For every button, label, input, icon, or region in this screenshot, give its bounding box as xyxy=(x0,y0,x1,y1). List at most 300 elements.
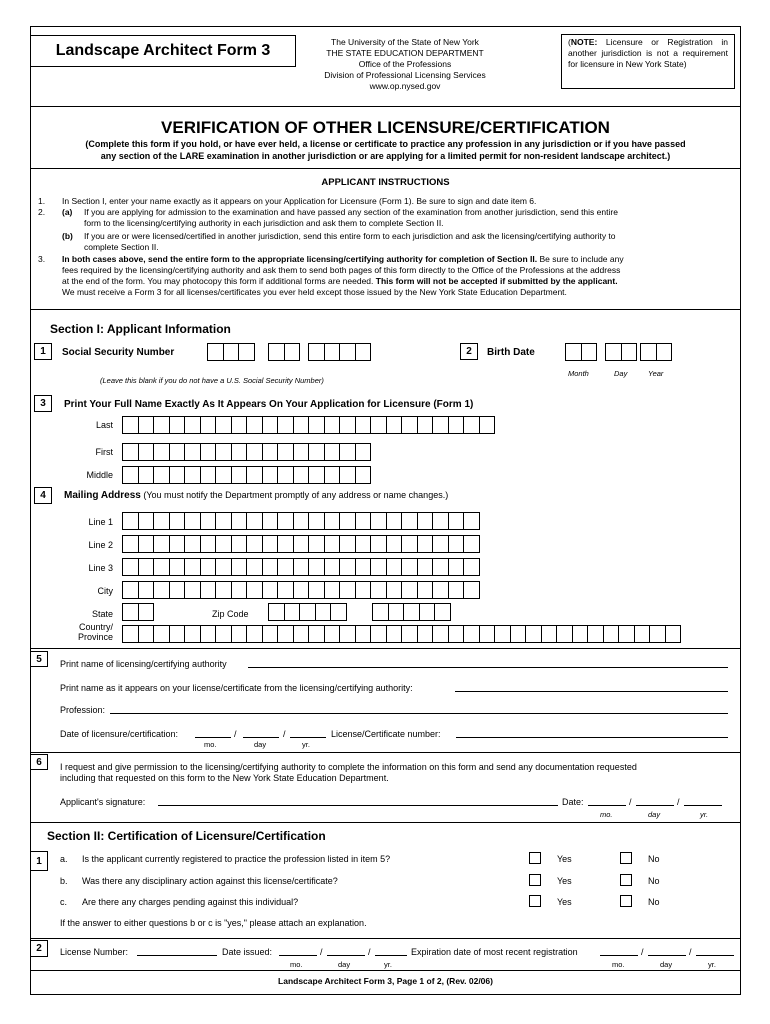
subtitle-line: any section of the LARE examination in another jurisdiction or are applying for a limited permit for non-resident landscape architect.) xyxy=(100,151,671,161)
first-label: First xyxy=(95,447,113,457)
character-box[interactable] xyxy=(200,625,217,643)
issued-year-input[interactable] xyxy=(375,955,407,956)
character-box[interactable] xyxy=(565,343,582,361)
character-box[interactable] xyxy=(215,466,232,484)
character-box[interactable] xyxy=(262,581,279,599)
character-box[interactable] xyxy=(417,558,434,576)
character-box[interactable] xyxy=(355,625,372,643)
licensure-year-input[interactable] xyxy=(290,737,326,738)
agency-line: Office of the Professions xyxy=(358,59,452,69)
character-box[interactable] xyxy=(184,581,201,599)
character-box[interactable] xyxy=(388,603,405,621)
ssn-boxes-group3[interactable] xyxy=(308,343,370,361)
character-box[interactable] xyxy=(122,512,139,530)
character-box[interactable] xyxy=(386,535,403,553)
character-box[interactable] xyxy=(246,416,263,434)
character-box[interactable] xyxy=(153,416,170,434)
character-box[interactable] xyxy=(370,625,387,643)
character-box[interactable] xyxy=(370,416,387,434)
character-box[interactable] xyxy=(448,625,465,643)
character-box[interactable] xyxy=(401,416,418,434)
character-box[interactable] xyxy=(138,535,155,553)
character-box[interactable] xyxy=(153,558,170,576)
character-box[interactable] xyxy=(417,535,434,553)
character-box[interactable] xyxy=(448,416,465,434)
character-box[interactable] xyxy=(355,416,372,434)
character-box[interactable] xyxy=(308,558,325,576)
profession-input[interactable] xyxy=(110,713,728,714)
year-caption: Year xyxy=(648,369,664,378)
character-box[interactable] xyxy=(184,466,201,484)
character-box[interactable] xyxy=(184,535,201,553)
line3-label: Line 3 xyxy=(88,563,113,573)
character-box[interactable] xyxy=(138,443,155,461)
ssn-boxes-group1[interactable] xyxy=(207,343,254,361)
qa-no-checkbox[interactable] xyxy=(620,852,632,864)
character-box[interactable] xyxy=(308,416,325,434)
character-box[interactable] xyxy=(231,535,248,553)
address-line3-boxes[interactable] xyxy=(122,558,479,576)
character-box[interactable] xyxy=(634,625,651,643)
character-box[interactable] xyxy=(339,443,356,461)
character-box[interactable] xyxy=(308,466,325,484)
character-box[interactable] xyxy=(169,416,186,434)
country-boxes[interactable] xyxy=(122,625,680,643)
character-box[interactable] xyxy=(184,416,201,434)
permission-line: including that requested on this form to the New York State Education Department. xyxy=(60,773,389,783)
character-box[interactable] xyxy=(284,603,301,621)
birth-month-boxes[interactable] xyxy=(565,343,596,361)
character-box[interactable] xyxy=(238,343,255,361)
character-box[interactable] xyxy=(293,558,310,576)
qc-yes-checkbox[interactable] xyxy=(529,895,541,907)
character-box[interactable] xyxy=(355,581,372,599)
character-box[interactable] xyxy=(122,625,139,643)
character-box[interactable] xyxy=(262,416,279,434)
character-box[interactable] xyxy=(370,558,387,576)
birth-year-boxes[interactable] xyxy=(640,343,671,361)
character-box[interactable] xyxy=(262,443,279,461)
character-box[interactable] xyxy=(138,512,155,530)
last-name-boxes[interactable] xyxy=(122,416,494,434)
character-box[interactable] xyxy=(200,443,217,461)
agency-line: Division of Professional Licensing Services xyxy=(324,70,486,80)
character-box[interactable] xyxy=(153,466,170,484)
agency-website: www.op.nysed.gov xyxy=(369,81,441,91)
ssn-boxes-group2[interactable] xyxy=(268,343,299,361)
character-box[interactable] xyxy=(200,581,217,599)
character-box[interactable] xyxy=(223,343,240,361)
character-box[interactable] xyxy=(153,443,170,461)
divider xyxy=(30,648,741,649)
character-box[interactable] xyxy=(207,343,224,361)
character-box[interactable] xyxy=(370,512,387,530)
character-box[interactable] xyxy=(200,416,217,434)
mo-caption: mo. xyxy=(290,960,303,969)
character-box[interactable] xyxy=(169,558,186,576)
character-box[interactable] xyxy=(200,466,217,484)
character-box[interactable] xyxy=(339,535,356,553)
licensure-day-input[interactable] xyxy=(243,737,279,738)
character-box[interactable] xyxy=(355,558,372,576)
instr-text: complete Section II. xyxy=(84,242,159,252)
character-box[interactable] xyxy=(153,581,170,599)
character-box[interactable] xyxy=(463,625,480,643)
question-c-label: c. xyxy=(60,897,68,907)
instr-bold: In both cases above, send the entire form to the appropriate licensing/certifying authority for completion of Section II. xyxy=(62,254,538,264)
character-box[interactable] xyxy=(386,512,403,530)
slash: / xyxy=(368,947,371,957)
character-box[interactable] xyxy=(665,625,682,643)
character-box[interactable] xyxy=(386,581,403,599)
permission-line: I request and give permission to the licensing/certifying authority to complete the information on this form and send any documentation requested xyxy=(60,762,637,772)
license-number-input[interactable] xyxy=(137,955,217,956)
character-box[interactable] xyxy=(231,512,248,530)
character-box[interactable] xyxy=(122,603,139,621)
character-box[interactable] xyxy=(386,416,403,434)
page-title: VERIFICATION OF OTHER LICENSURE/CERTIFICATION xyxy=(161,118,610,137)
character-box[interactable] xyxy=(246,466,263,484)
character-box[interactable] xyxy=(355,466,372,484)
character-box[interactable] xyxy=(293,581,310,599)
character-box[interactable] xyxy=(324,343,341,361)
character-box[interactable] xyxy=(277,625,294,643)
character-box[interactable] xyxy=(299,603,316,621)
zip-boxes[interactable] xyxy=(268,603,346,621)
character-box[interactable] xyxy=(184,558,201,576)
character-box[interactable] xyxy=(432,512,449,530)
character-box[interactable] xyxy=(603,625,620,643)
day-caption: day xyxy=(648,810,661,819)
qb-no-checkbox[interactable] xyxy=(620,874,632,886)
state-boxes[interactable] xyxy=(122,603,153,621)
character-box[interactable] xyxy=(293,466,310,484)
character-box[interactable] xyxy=(355,512,372,530)
first-name-boxes[interactable] xyxy=(122,443,370,461)
character-box[interactable] xyxy=(401,558,418,576)
character-box[interactable] xyxy=(355,535,372,553)
character-box[interactable] xyxy=(401,535,418,553)
character-box[interactable] xyxy=(138,603,155,621)
character-box[interactable] xyxy=(169,625,186,643)
slash: / xyxy=(283,729,286,739)
character-box[interactable] xyxy=(556,625,573,643)
character-box[interactable] xyxy=(293,535,310,553)
character-box[interactable] xyxy=(339,512,356,530)
character-box[interactable] xyxy=(153,625,170,643)
character-box[interactable] xyxy=(463,581,480,599)
character-box[interactable] xyxy=(246,535,263,553)
character-box[interactable] xyxy=(231,416,248,434)
character-box[interactable] xyxy=(138,558,155,576)
signature-input[interactable] xyxy=(158,805,558,806)
character-box[interactable] xyxy=(231,466,248,484)
character-box[interactable] xyxy=(184,512,201,530)
character-box[interactable] xyxy=(169,443,186,461)
character-box[interactable] xyxy=(277,581,294,599)
character-box[interactable] xyxy=(231,625,248,643)
character-box[interactable] xyxy=(122,443,139,461)
sign-month-input[interactable] xyxy=(588,805,626,806)
day-caption: Day xyxy=(614,369,628,378)
instr-text: fees required by the licensing/certifying authority and ask them to send both pages of this form directly to the Office of the Professions at the address xyxy=(62,265,621,275)
character-box[interactable] xyxy=(541,625,558,643)
character-box[interactable] xyxy=(215,625,232,643)
character-box[interactable] xyxy=(246,443,263,461)
character-box[interactable] xyxy=(463,558,480,576)
character-box[interactable] xyxy=(169,581,186,599)
character-box[interactable] xyxy=(479,625,496,643)
issued-day-input[interactable] xyxy=(327,955,365,956)
character-box[interactable] xyxy=(432,581,449,599)
instr-text: In Section I, enter your name exactly as it appears on your Application for Licensure (Form 1). Be sure to sign and date item 6. xyxy=(62,196,537,206)
question-a-label: a. xyxy=(60,854,68,864)
character-box[interactable] xyxy=(308,343,325,361)
mailing-address-note: (You must notify the Department promptly of any address or name changes.) xyxy=(140,490,449,500)
character-box[interactable] xyxy=(122,466,139,484)
form-title: Landscape Architect Form 3 xyxy=(30,35,296,67)
character-box[interactable] xyxy=(153,535,170,553)
character-box[interactable] xyxy=(215,416,232,434)
character-box[interactable] xyxy=(231,558,248,576)
province-text: Province xyxy=(77,632,113,642)
character-box[interactable] xyxy=(293,512,310,530)
character-box[interactable] xyxy=(386,558,403,576)
no-label: No xyxy=(648,876,660,886)
character-box[interactable] xyxy=(432,416,449,434)
yr-caption: yr. xyxy=(700,810,709,819)
character-box[interactable] xyxy=(403,603,420,621)
character-box[interactable] xyxy=(572,625,589,643)
character-box[interactable] xyxy=(277,466,294,484)
character-box[interactable] xyxy=(494,625,511,643)
character-box[interactable] xyxy=(370,581,387,599)
character-box[interactable] xyxy=(417,625,434,643)
character-box[interactable] xyxy=(448,581,465,599)
character-box[interactable] xyxy=(169,466,186,484)
question-b: Was there any disciplinary action against this license/certificate? xyxy=(82,876,338,886)
middle-name-boxes[interactable] xyxy=(122,466,370,484)
character-box[interactable] xyxy=(122,535,139,553)
character-box[interactable] xyxy=(434,603,451,621)
character-box[interactable] xyxy=(231,443,248,461)
character-box[interactable] xyxy=(339,343,356,361)
character-box[interactable] xyxy=(277,535,294,553)
license-number-label: License/Certificate number: xyxy=(331,729,441,739)
sign-year-input[interactable] xyxy=(684,805,722,806)
character-box[interactable] xyxy=(122,416,139,434)
character-box[interactable] xyxy=(153,512,170,530)
license-number-label: License Number: xyxy=(60,947,129,957)
character-box[interactable] xyxy=(215,535,232,553)
ssn-label: Social Security Number xyxy=(62,347,175,358)
exp-month-input[interactable] xyxy=(600,955,638,956)
profession-label: Profession: xyxy=(60,705,106,715)
section2-title: Section II: Certification of Licensure/Certification xyxy=(47,829,326,843)
character-box[interactable] xyxy=(324,535,341,553)
character-box[interactable] xyxy=(621,343,638,361)
character-box[interactable] xyxy=(262,625,279,643)
character-box[interactable] xyxy=(277,558,294,576)
character-box[interactable] xyxy=(401,581,418,599)
character-box[interactable] xyxy=(417,512,434,530)
character-box[interactable] xyxy=(525,625,542,643)
birth-day-boxes[interactable] xyxy=(605,343,636,361)
character-box[interactable] xyxy=(618,625,635,643)
character-box[interactable] xyxy=(293,443,310,461)
zip-ext-boxes[interactable] xyxy=(372,603,450,621)
character-box[interactable] xyxy=(138,625,155,643)
character-box[interactable] xyxy=(262,466,279,484)
character-box[interactable] xyxy=(246,581,263,599)
character-box[interactable] xyxy=(138,416,155,434)
character-box[interactable] xyxy=(587,625,604,643)
exp-year-input[interactable] xyxy=(696,955,734,956)
character-box[interactable] xyxy=(339,558,356,576)
character-box[interactable] xyxy=(169,512,186,530)
character-box[interactable] xyxy=(268,603,285,621)
slash: / xyxy=(677,797,680,807)
character-box[interactable] xyxy=(355,343,372,361)
day-caption: day xyxy=(254,740,267,749)
address-line2-boxes[interactable] xyxy=(122,535,479,553)
character-box[interactable] xyxy=(246,558,263,576)
qb-yes-checkbox[interactable] xyxy=(529,874,541,886)
character-box[interactable] xyxy=(308,625,325,643)
character-box[interactable] xyxy=(262,535,279,553)
slash: / xyxy=(320,947,323,957)
character-box[interactable] xyxy=(581,343,598,361)
address-line1-boxes[interactable] xyxy=(122,512,479,530)
character-box[interactable] xyxy=(277,512,294,530)
character-box[interactable] xyxy=(315,603,332,621)
character-box[interactable] xyxy=(200,535,217,553)
divider xyxy=(30,938,741,939)
character-box[interactable] xyxy=(448,535,465,553)
character-box[interactable] xyxy=(277,416,294,434)
character-box[interactable] xyxy=(324,581,341,599)
character-box[interactable] xyxy=(656,343,673,361)
character-box[interactable] xyxy=(184,443,201,461)
exp-day-input[interactable] xyxy=(648,955,686,956)
character-box[interactable] xyxy=(419,603,436,621)
character-box[interactable] xyxy=(432,625,449,643)
character-box[interactable] xyxy=(215,581,232,599)
character-box[interactable] xyxy=(231,581,248,599)
character-box[interactable] xyxy=(122,558,139,576)
character-box[interactable] xyxy=(215,443,232,461)
license-number-input[interactable] xyxy=(456,737,728,738)
yes-label: Yes xyxy=(557,876,572,886)
character-box[interactable] xyxy=(277,443,294,461)
city-boxes[interactable] xyxy=(122,581,479,599)
character-box[interactable] xyxy=(246,512,263,530)
licensure-month-input[interactable] xyxy=(195,737,231,738)
character-box[interactable] xyxy=(324,558,341,576)
instr-text xyxy=(62,276,618,287)
character-box[interactable] xyxy=(339,581,356,599)
character-box[interactable] xyxy=(339,625,356,643)
character-box[interactable] xyxy=(293,416,310,434)
mo-caption: mo. xyxy=(612,960,625,969)
character-box[interactable] xyxy=(463,535,480,553)
character-box[interactable] xyxy=(386,625,403,643)
character-box[interactable] xyxy=(339,416,356,434)
character-box[interactable] xyxy=(169,535,186,553)
character-box[interactable] xyxy=(200,512,217,530)
character-box[interactable] xyxy=(308,512,325,530)
character-box[interactable] xyxy=(138,466,155,484)
instr-text xyxy=(62,254,624,265)
issued-month-input[interactable] xyxy=(279,955,317,956)
character-box[interactable] xyxy=(649,625,666,643)
character-box[interactable] xyxy=(605,343,622,361)
character-box[interactable] xyxy=(401,512,418,530)
character-box[interactable] xyxy=(432,558,449,576)
character-box[interactable] xyxy=(308,581,325,599)
character-box[interactable] xyxy=(448,512,465,530)
character-box[interactable] xyxy=(640,343,657,361)
name-on-license-input[interactable] xyxy=(455,691,728,692)
character-box[interactable] xyxy=(215,512,232,530)
character-box[interactable] xyxy=(138,581,155,599)
character-box[interactable] xyxy=(324,466,341,484)
character-box[interactable] xyxy=(417,416,434,434)
character-box[interactable] xyxy=(479,416,496,434)
character-box[interactable] xyxy=(308,535,325,553)
character-box[interactable] xyxy=(417,581,434,599)
character-box[interactable] xyxy=(370,535,387,553)
character-box[interactable] xyxy=(122,581,139,599)
character-box[interactable] xyxy=(330,603,347,621)
instr-sublabel: (b) xyxy=(62,231,73,241)
character-box[interactable] xyxy=(324,512,341,530)
character-box[interactable] xyxy=(339,466,356,484)
character-box[interactable] xyxy=(293,625,310,643)
character-box[interactable] xyxy=(200,558,217,576)
character-box[interactable] xyxy=(372,603,389,621)
character-box[interactable] xyxy=(215,558,232,576)
character-box[interactable] xyxy=(448,558,465,576)
character-box[interactable] xyxy=(432,535,449,553)
character-box[interactable] xyxy=(268,343,285,361)
character-box[interactable] xyxy=(401,625,418,643)
character-box[interactable] xyxy=(262,558,279,576)
character-box[interactable] xyxy=(510,625,527,643)
qc-no-checkbox[interactable] xyxy=(620,895,632,907)
signature-label: Applicant's signature: xyxy=(60,797,146,807)
character-box[interactable] xyxy=(284,343,301,361)
authority-input[interactable] xyxy=(248,667,728,668)
no-label: No xyxy=(648,897,660,907)
city-label: City xyxy=(97,586,113,596)
character-box[interactable] xyxy=(355,443,372,461)
yes-label: Yes xyxy=(557,897,572,907)
character-box[interactable] xyxy=(324,625,341,643)
expiration-label: Expiration date of most recent registration xyxy=(411,947,578,957)
character-box[interactable] xyxy=(308,443,325,461)
character-box[interactable] xyxy=(324,416,341,434)
character-box[interactable] xyxy=(262,512,279,530)
character-box[interactable] xyxy=(184,625,201,643)
character-box[interactable] xyxy=(463,512,480,530)
character-box[interactable] xyxy=(463,416,480,434)
day-caption: day xyxy=(660,960,673,969)
qa-yes-checkbox[interactable] xyxy=(529,852,541,864)
sign-day-input[interactable] xyxy=(636,805,674,806)
character-box[interactable] xyxy=(246,625,263,643)
character-box[interactable] xyxy=(324,443,341,461)
